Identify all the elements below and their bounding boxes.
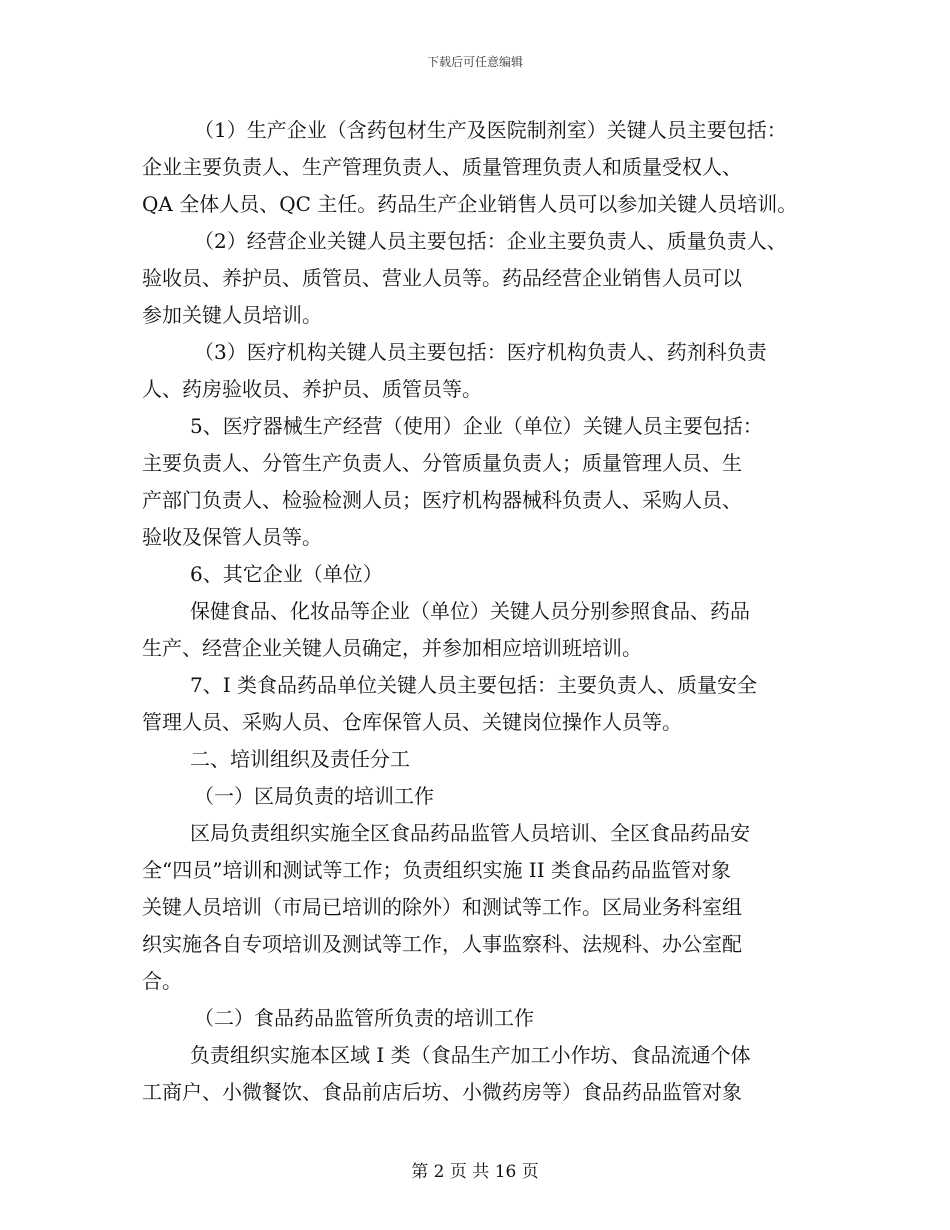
subsection-heading: （二）食品药品监管所负责的培训工作 [194,1006,534,1030]
paragraph-line: 管理人员、采购人员、仓库保管人员、关键岗位操作人员等。 [142,710,682,734]
document-body [142,112,822,1111]
paragraph-line: 6、其它企业（单位） [190,562,383,586]
paragraph-line: 验收员、养护员、质管员、营业人员等。药品经营企业销售人员可以 [142,266,742,290]
paragraph-line: 5、医疗器械生产经营（使用）企业（单位）关键人员主要包括： [190,414,763,438]
paragraph-line: 织实施各自专项培训及测试等工作，人事监察科、法规科、办公室配 [142,932,742,956]
paragraph-line: 区局负责组织实施全区食品药品监管人员培训、全区食品药品安 [190,821,750,845]
paragraph-line: 生产、经营企业关键人员确定，并参加相应培训班培训。 [142,636,642,660]
page-header: 下载后可任意编辑 [426,55,523,69]
paragraph-line: QA 全体人员、QC 主任。药品生产企业销售人员可以参加关键人员培训。 [142,192,798,216]
paragraph-line: 产部门负责人、检验检测人员；医疗机构器械科负责人、采购人员、 [142,488,742,512]
paragraph-line: 关键人员培训（市局已培训的除外）和测试等工作。区局业务科室组 [142,895,742,919]
paragraph-line: （1）生产企业（含药包材生产及医院制剂室）关键人员主要包括： [194,118,787,142]
paragraph-line: 全“四员”培训和测试等工作；负责组织实施 II 类食品药品监管对象 [142,858,731,882]
paragraph-line: 工商户、小微餐饮、食品前店后坊、小微药房等）食品药品监管对象 [142,1080,742,1104]
paragraph-line: 人、药房验收员、养护员、质管员等。 [142,377,482,401]
paragraph-line: 合。 [142,969,182,993]
section-heading: 二、培训组织及责任分工 [190,747,410,771]
paragraph-line: 主要负责人、分管生产负责人、分管质量负责人；质量管理人员、生 [142,451,742,475]
paragraph-line: 负责组织实施本区域 I 类（食品生产加工小作坊、食品流通个体 [190,1043,751,1067]
paragraph-line: （3）医疗机构关键人员主要包括：医疗机构负责人、药剂科负责 [194,340,767,364]
subsection-heading: （一）区局负责的培训工作 [194,784,434,808]
paragraph-line: 保健食品、化妆品等企业（单位）关键人员分别参照食品、药品 [190,599,750,623]
page-number-footer: 第 2 页 共 16 页 [411,1162,539,1182]
paragraph-line: 7、I 类食品药品单位关键人员主要包括：主要负责人、质量安全 [190,673,757,697]
paragraph-line: 企业主要负责人、生产管理负责人、质量管理负责人和质量受权人、 [142,155,742,179]
paragraph-line: （2）经营企业关键人员主要包括：企业主要负责人、质量负责人、 [194,229,787,253]
paragraph-line: 参加关键人员培训。 [142,303,322,327]
paragraph-line: 验收及保管人员等。 [142,525,322,549]
